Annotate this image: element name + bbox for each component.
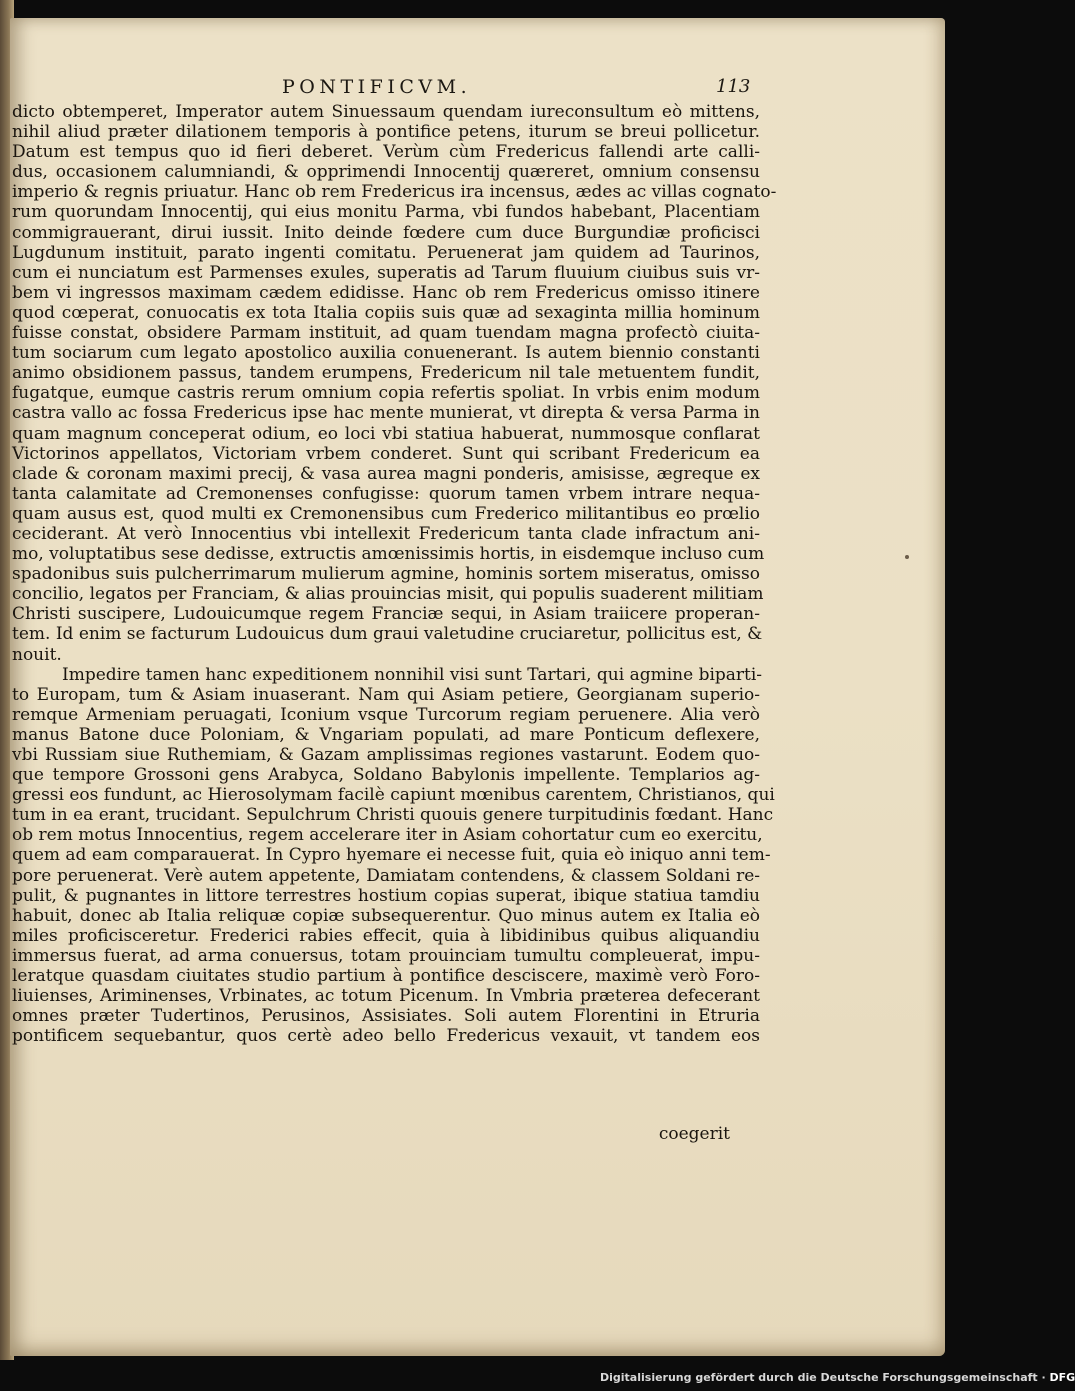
text-line: Lugdunum instituit, parato ingenti comitatu. Peruenerat jam quidem ad Taurinos,	[12, 242, 760, 263]
text-line: tum sociarum cum legato apostolico auxilia conuenerant. Is autem biennio constanti	[12, 343, 760, 364]
text-line: manus Batone duce Poloniam, & Vngariam populati, ad mare Ponticum deflexere,	[12, 724, 760, 745]
text-line: liuienses, Ariminenses, Vrbinates, ac totum Picenum. In Vmbria præterea defecerant	[12, 986, 760, 1007]
text-line: mo, voluptatibus sese dedisse, extructis amœnissimis hortis, in eisdemque incluso cum	[12, 544, 765, 565]
paper-speck	[905, 555, 909, 559]
text-line: quem ad eam comparauerat. In Cypro hyemare ei necesse fuit, quia eò iniquo anni tem-	[12, 845, 771, 866]
text-line: cum ei nunciatum est Parmenses exules, superatis ad Tarum fluuium ciuibus suis vr-	[12, 262, 760, 283]
text-line: commigrauerant, dirui iussit. Inito deinde fœdere cum duce Burgundiæ proficisci	[12, 222, 760, 243]
text-line: que tempore Grossoni gens Arabyca, Soldano Babylonis impellente. Templarios ag-	[12, 765, 760, 786]
text-line: remque Armeniam peruagati, Iconium vsque Turcorum regiam peruenere. Alia verò	[12, 704, 760, 725]
text-line: clade & coronam maximi precij, & vasa aurea magni ponderis, amisisse, ægreque ex	[12, 463, 760, 484]
text-line: habuit, donec ab Italia reliquæ copiæ subsequerentur. Quo minus autem ex Italia eò	[12, 905, 760, 926]
text-line: ceciderant. At verò Innocentius vbi intellexit Fredericum tanta clade infractum ani-	[12, 523, 760, 544]
text-line: rum quorundam Innocentij, qui eius monitu Parma, vbi fundos habebant, Placentiam	[12, 202, 760, 223]
dfg-logo-text: DFG	[1049, 1371, 1075, 1384]
text-line: leratque quasdam ciuitates studio partium à pontifice desciscere, maximè verò Foro-	[12, 966, 760, 987]
text-line: bem vi ingressos maximam cædem edidisse. Hanc ob rem Fredericus omisso itinere	[12, 282, 760, 303]
text-line: ob rem motus Innocentius, regem accelerare iter in Asiam cohortatur cum eo exercitu,	[12, 825, 763, 846]
text-line: fugatque, eumque castris rerum omnium copia refertis spoliat. In vrbis enim modum	[12, 383, 760, 404]
credit-text: Digitalisierung gefördert durch die Deutsche Forschungsgemeinschaft ·	[600, 1371, 1046, 1384]
text-line: pore peruenerat. Verè autem appetente, Damiatam contendens, & classem Soldani re-	[12, 865, 760, 886]
text-line: tum in ea erant, trucidant. Sepulchrum Christi quouis genere turpitudinis fœdant. Hanc	[12, 805, 774, 826]
text-line: immersus fuerat, ad arma conuersus, totam prouinciam tumultu compleuerat, impu-	[12, 945, 760, 966]
text-line: Impedire tamen hanc expeditionem nonnihil visi sunt Tartari, qui agmine biparti-	[62, 664, 763, 685]
text-line: spadonibus suis pulcherrimarum mulierum agmine, hominis sortem miseratus, omisso	[12, 564, 760, 585]
text-line: omnes præter Tudertinos, Perusinos, Assisiates. Soli autem Florentini in Etruria	[12, 1006, 760, 1027]
text-line: castra vallo ac fossa Fredericus ipse hac mente munierat, vt direpta & versa Parma in	[12, 403, 760, 424]
text-line: Christi suscipere, Ludouicumque regem Franciæ sequi, in Asiam traiicere properan-	[12, 604, 760, 625]
digitization-credit	[600, 1371, 1075, 1384]
text-line: pulit, & pugnantes in littore terrestres hostium copias superat, ibique statiua tamdiu	[12, 885, 760, 906]
text-line: tanta calamitate ad Cremonenses confugisse: quorum tamen vrbem intrare nequa-	[12, 483, 760, 504]
text-line: Datum est tempus quo id fieri deberet. Verùm cùm Fredericus fallendi arte calli-	[12, 142, 760, 163]
text-line: to Europam, tum & Asiam inuaserant. Nam qui Asiam petiere, Georgianam superio-	[12, 684, 760, 705]
text-line: imperio & regnis priuatur. Hanc ob rem Fredericus ira incensus, ædes ac villas cognato-	[12, 182, 777, 203]
text-line: dicto obtemperet, Imperator autem Sinuessaum quendam iureconsultum eò mittens,	[12, 102, 760, 122]
text-line: nihil aliud præter dilationem temporis à pontifice petens, iturum se breui pollicetur.	[12, 122, 760, 143]
text-line: fuisse constat, obsidere Parmam instituit, ad quam tuendam magna profectò ciuita-	[12, 323, 760, 344]
text-line: dus, occasionem calumniandi, & opprimendi Innocentij quæreret, omnium consensu	[12, 162, 760, 183]
body-text	[12, 102, 777, 1047]
folio-number: 113	[716, 76, 751, 97]
catchword: coegerit	[658, 1124, 730, 1144]
text-line: tem. Id enim se facturum Ludouicus dum graui valetudine cruciaretur, pollicitus est, &	[12, 624, 763, 645]
text-line: Victorinos appellatos, Victoriam vrbem conderet. Sunt qui scribant Fredericum ea	[12, 443, 760, 464]
text-line: gressi eos fundunt, ac Hierosolymam facilè capiunt mœnibus carentem, Christianos, qui	[12, 785, 775, 806]
text-line: quam ausus est, quod multi ex Cremonensibus cum Frederico militantibus eo prœlio	[12, 503, 760, 524]
text-line: vbi Russiam siue Ruthemiam, & Gazam amplissimas regiones vastarunt. Eodem quo-	[12, 745, 760, 765]
text-line: miles proficisceretur. Frederici rabies effecit, quia à libidinibus quibus aliquandiu	[12, 925, 760, 946]
text-line: quod cœperat, conuocatis ex tota Italia copiis suis quæ ad sexaginta millia hominum	[12, 302, 760, 323]
running-title: PONTIFICVM.	[282, 76, 472, 98]
text-line: pontificem sequebantur, quos certè adeo bello Fredericus vexauit, vt tandem eos	[12, 1026, 760, 1047]
text-line: concilio, legatos per Franciam, & alias prouincias misit, qui populis suaderent militiam	[12, 584, 764, 605]
text-line: nouit.	[12, 644, 62, 665]
text-line: animo obsidionem passus, tandem erumpens, Fredericum nil tale metuentem fundit,	[12, 363, 760, 384]
text-line: quam magnum conceperat odium, eo loci vbi statiua habuerat, nummosque conflarat	[12, 423, 760, 444]
